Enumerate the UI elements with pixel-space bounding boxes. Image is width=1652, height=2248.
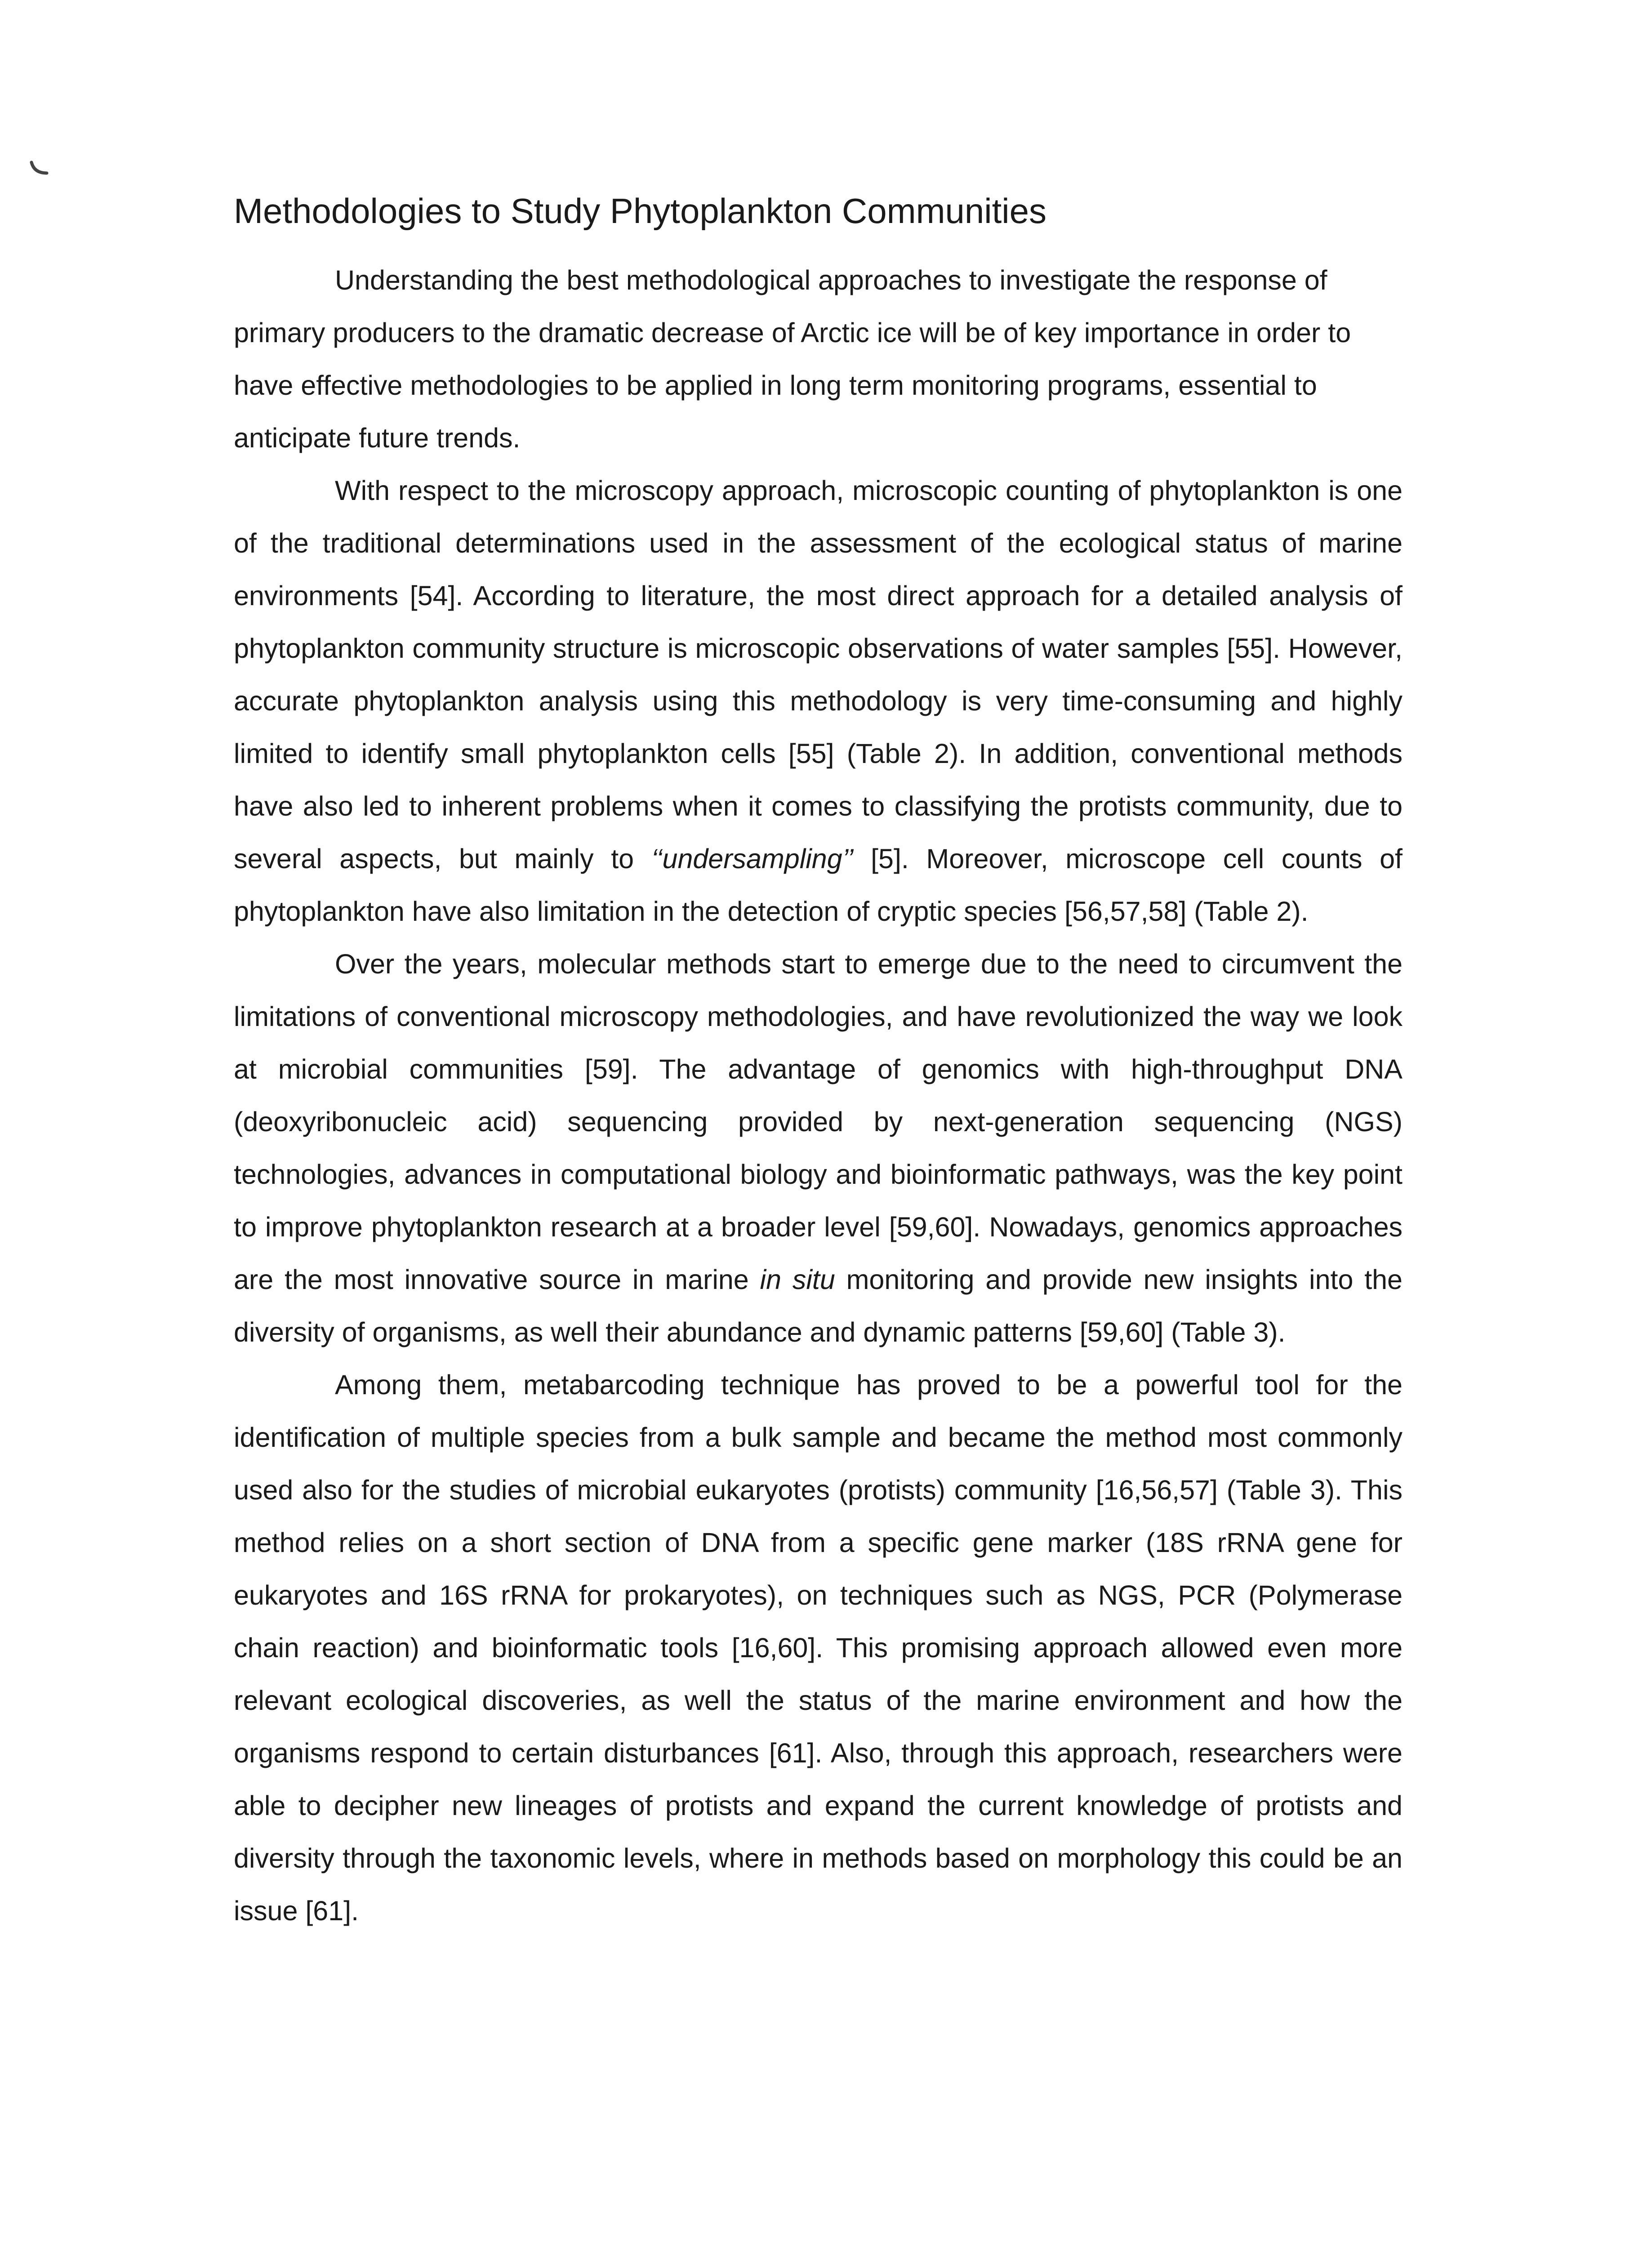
section-title: Methodologies to Study Phytoplankton Communities: [234, 191, 1047, 231]
scan-mark-icon: [28, 160, 59, 178]
paragraph-2: [234, 464, 1403, 938]
paragraph-3-text-a: Over the years, molecular methods start to emerge due to the need to circumvent the limitations of conventional microscopy methodologies, and have revolutionized the way we look at microbial communities [59]. The advantage of genomics with high-throughput DNA (deoxyribonucleic acid) sequencing provided by next-generation sequencing (NGS) technologies, advances in computational biology and bioinformatic pathways, was the key point to improve phytoplankton research at a broader level [59,60]. Nowadays, genomics approaches are the most innovative source in marine: [234, 949, 1403, 1295]
paragraph-2-text-a: With respect to the microscopy approach, microscopic counting of phytoplankton is one of the traditional determinations used in the assessment of the ecological status of marine environments [54]. According to literature, the most direct approach for a detailed analysis of phytoplankton community structure is microscopic observations of water samples [55]. However, accurate phytoplankton analysis using this methodology is very time-consuming and highly limited to identify small phytoplankton cells [55] (Table 2). In addition, conventional methods have also led to inherent problems when it comes to classifying the protists community, due to several aspects, but mainly to: [234, 475, 1403, 874]
paragraph-2-text-b: [5]. Moreover, microscope cell counts of phytoplankton have also limitation in the detection of cryptic species [56,57,58] (Table 2).: [234, 843, 1403, 927]
paragraph-3-emphasis: in situ: [760, 1264, 835, 1295]
paragraph-3-text-b: monitoring and provide new insights into the diversity of organisms, as well their abundance and dynamic patterns [59,60] (Table 3).: [234, 1264, 1403, 1347]
paragraph-1: Understanding the best methodological approaches to investigate the response of primary producers to the dramatic decrease of Arctic ice will be of key importance in order to have effective methodologies to be applied in long term monitoring programs, essential to anticipate future trends.: [234, 265, 1351, 453]
paragraph-3: [234, 938, 1403, 1359]
paragraph-4: Among them, metabarcoding technique has proved to be a powerful tool for the identification of multiple species from a bulk sample and became the method most commonly used also for the studies of microbial eukaryotes (protists) community [16,56,57] (Table 3). This method relies on a short section of DNA from a specific gene marker (18S rRNA gene for eukaryotes and 16S rRNA for prokaryotes), on techniques such as NGS, PCR (Polymerase chain reaction) and bioinformatic tools [16,60]. This promising approach allowed even more relevant ecological discoveries, as well the status of the marine environment and how the organisms respond to certain disturbances [61]. Also, through this approach, researchers were able to decipher new lineages of protists and expand the current knowledge of protists and diversity through the taxonomic levels, where in methods based on morphology this could be an issue [61].: [234, 1369, 1403, 1926]
body-text: [234, 254, 1403, 1937]
paragraph-2-emphasis: ‘‘undersampling’’: [651, 843, 854, 874]
